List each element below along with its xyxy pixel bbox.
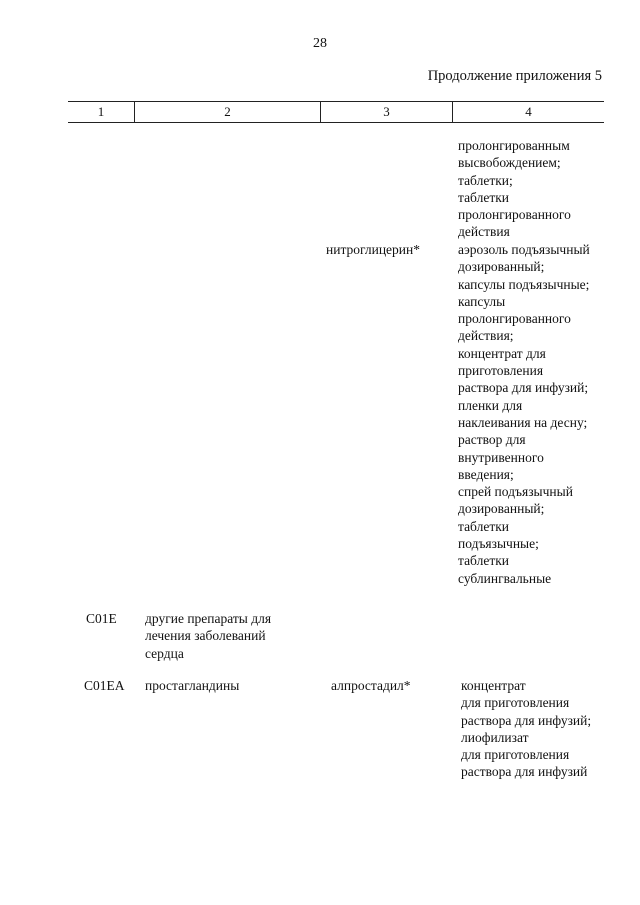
page-number: 28 [313, 36, 327, 51]
form-line: лиофилизат [461, 729, 529, 745]
form-line: дозированный; [458, 501, 545, 517]
column-header-2: 2 [134, 102, 320, 122]
drug-nitroglycerin: нитроглицерин* [326, 242, 420, 257]
atc-code-c01ea: C01EA [84, 678, 125, 693]
form-line: концентрат для [458, 345, 546, 361]
form-line: пролонгированного [458, 207, 571, 223]
atc-code-c01e: C01E [86, 611, 117, 626]
form-line: наклеивания на десну; [458, 414, 588, 430]
group-line: сердца [145, 645, 184, 661]
form-line: пролонгированного [458, 311, 571, 327]
form-line: раствора для инфузий; [458, 380, 589, 396]
group-c01ea: простагландины [145, 678, 240, 693]
group-line: другие препараты для [145, 611, 272, 626]
form-line: для приготовления [461, 747, 570, 763]
form-line: раствор для [458, 432, 526, 448]
form-line: таблетки [458, 189, 510, 205]
form-line: пленки для [458, 397, 523, 413]
forms-continued-list [458, 137, 618, 241]
form-line: введения; [458, 466, 514, 482]
column-header-1: 1 [97, 104, 105, 119]
form-line: внутривенного [458, 449, 544, 465]
form-line: действия [458, 224, 510, 240]
form-line: таблетки [458, 518, 510, 534]
alprostadil-forms-list [461, 677, 621, 781]
drug-alprostadil: алпростадил* [331, 678, 411, 693]
group-c01e [145, 610, 315, 662]
form-line: действия; [458, 328, 514, 344]
form-line: дозированный; [458, 259, 545, 275]
form-line: для приготовления [461, 695, 570, 711]
appendix-continuation-title: Продолжение приложения 5 [427, 68, 602, 84]
column-header-4: 4 [452, 102, 604, 122]
form-line: капсулы подъязычные; [458, 276, 590, 292]
nitroglycerin-forms-list [458, 241, 618, 587]
form-line: приготовления [458, 363, 544, 379]
form-line: сублингвальные [458, 570, 552, 586]
form-line: таблетки; [458, 172, 513, 188]
form-line: высвобождением; [458, 155, 561, 171]
form-line: спрей подъязычный [458, 484, 573, 500]
form-line: пролонгированным [458, 138, 570, 153]
form-line: подъязычные; [458, 536, 539, 552]
column-header-3: 3 [320, 102, 452, 122]
group-line: лечения заболеваний [145, 628, 266, 644]
form-line: раствора для инфузий; [461, 712, 592, 728]
form-line: концентрат [461, 678, 526, 693]
table-column-header-row [68, 101, 604, 123]
form-line: аэрозоль подъязычный [458, 242, 590, 257]
form-line: раствора для инфузий [461, 764, 588, 780]
form-line: капсулы [458, 293, 506, 309]
form-line: таблетки [458, 553, 510, 569]
